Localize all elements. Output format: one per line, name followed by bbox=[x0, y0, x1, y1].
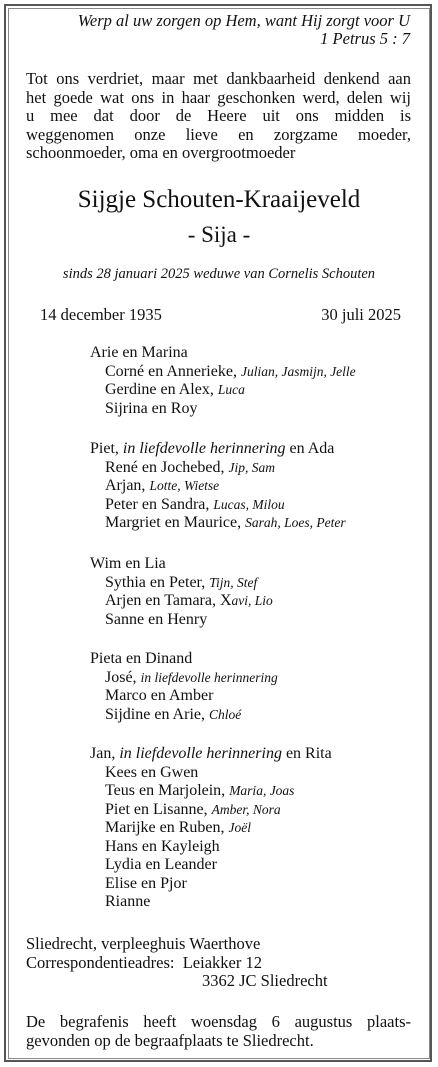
family-block bbox=[90, 440, 346, 533]
family-child: Kees en Gwen bbox=[105, 763, 199, 781]
grandchildren: Lotte, Wietse bbox=[149, 478, 220, 493]
funeral-line: gevonden op de begraafplaats te Sliedrecht. bbox=[26, 1030, 314, 1050]
family-child: Margriet en Maurice, Sarah, Loes, Peter bbox=[105, 514, 346, 531]
intro-line: het goede wat ons in haar geschonken werd, delen wij bbox=[26, 87, 411, 107]
deceased-name: Sijgje Schouten-Kraaijeveld bbox=[77, 186, 361, 213]
death-date: 30 juli 2025 bbox=[321, 305, 401, 324]
address-city: 3362 JC Sliedrecht bbox=[202, 971, 328, 990]
family-child: Sijdine en Arie, Chloé bbox=[105, 705, 242, 723]
family-child: Rianne bbox=[105, 893, 151, 910]
grandchildren: Amber, Nora bbox=[211, 801, 281, 817]
intro-line: u mee dat door de Heere uit ons midden is bbox=[26, 106, 411, 125]
grandchildren: Joël bbox=[228, 820, 252, 835]
birth-date: 14 december 1935 bbox=[40, 305, 162, 324]
family-child: Sijrina en Roy bbox=[105, 399, 198, 417]
family-child: Sythia en Peter, Tijn, Stef bbox=[105, 573, 258, 591]
family-child: José, in liefdevolle herinnering bbox=[105, 668, 278, 686]
family-block bbox=[90, 650, 278, 724]
family-child: Gerdine en Alex, Luca bbox=[105, 381, 245, 398]
family-child: Hans en Kayleigh bbox=[105, 837, 220, 855]
family-child: Sanne en Henry bbox=[105, 610, 208, 628]
widow-line: sinds 28 januari 2025 weduwe van Cornelis Schouten bbox=[62, 266, 376, 282]
family-child: René en Jochebed, Jip, Sam bbox=[105, 458, 276, 476]
grandchildren: Sarah, Loes, Peter bbox=[245, 515, 346, 530]
family-child: Peter en Sandra, Lucas, Milou bbox=[105, 495, 285, 513]
grandchildren: Tijn, Stef bbox=[209, 574, 258, 590]
family-block bbox=[90, 555, 273, 629]
intro-line: schoonmoeder, oma en overgrootmoeder bbox=[26, 143, 296, 162]
correspondence-label: Correspondentieadres: bbox=[26, 952, 175, 972]
family-head: Arie en Marina bbox=[90, 344, 188, 361]
family-child: Corné en Annerieke, Julian, Jasmijn, Jelle bbox=[105, 362, 356, 380]
funeral-line: De begrafenis heeft woensdag 6 augustus plaats- bbox=[26, 1012, 411, 1031]
family-head: Jan, in liefdevolle herinnering en Rita bbox=[90, 745, 332, 762]
deceased-nickname: - Sija - bbox=[187, 222, 251, 247]
family-child: Arjen en Tamara, Xavi, Lio bbox=[105, 592, 273, 609]
family-block bbox=[90, 745, 332, 912]
family-child: Arjan, Lotte, Wietse bbox=[105, 477, 220, 494]
residence: Sliedrecht, verpleeghuis Waerthove bbox=[26, 934, 261, 953]
family-child: Marijke en Ruben, Joël bbox=[105, 819, 252, 836]
grandchildren: Luca bbox=[217, 382, 245, 397]
family-child: Lydia en Leander bbox=[105, 856, 217, 873]
correspondence-line bbox=[26, 954, 328, 973]
family-block bbox=[90, 344, 356, 418]
family-child: Piet en Lisanne, Amber, Nora bbox=[105, 800, 281, 818]
grandchildren: Chloé bbox=[208, 706, 242, 722]
address-block bbox=[26, 935, 328, 991]
family-head: Piet, in liefdevolle herinnering en Ada bbox=[90, 440, 335, 457]
family-child: Elise en Pjor bbox=[105, 874, 187, 892]
funeral-notice bbox=[26, 1013, 411, 1050]
family-head: Pieta en Dinand bbox=[90, 650, 193, 667]
grandchildren: Lucas, Milou bbox=[213, 496, 285, 512]
grandchildren: Maria, Joas bbox=[229, 783, 295, 798]
address-street: Leiakker 12 bbox=[182, 952, 262, 972]
verse-text: Werp al uw zorgen op Hem, want Hij zorgt voor U bbox=[77, 11, 410, 30]
intro-line: weggenomen onze lieve en zorgzame moeder, bbox=[26, 124, 411, 144]
bible-verse bbox=[78, 12, 410, 48]
verse-reference: 1 Petrus 5 : 7 bbox=[320, 29, 410, 48]
grandchildren: Julian, Jasmijn, Jelle bbox=[240, 363, 356, 379]
family-child: Marco en Amber bbox=[105, 687, 214, 704]
grandchildren: Jip, Sam bbox=[228, 459, 276, 475]
intro-paragraph bbox=[26, 70, 411, 163]
grandchildren: in liefdevolle herinnering bbox=[140, 669, 278, 685]
grandchildren: avi, Lio bbox=[231, 593, 273, 608]
intro-line: Tot ons verdriet, maar met dankbaarheid denkend aan bbox=[26, 69, 411, 88]
family-child: Teus en Marjolein, Maria, Joas bbox=[105, 782, 295, 799]
family-head: Wim en Lia bbox=[90, 555, 166, 572]
